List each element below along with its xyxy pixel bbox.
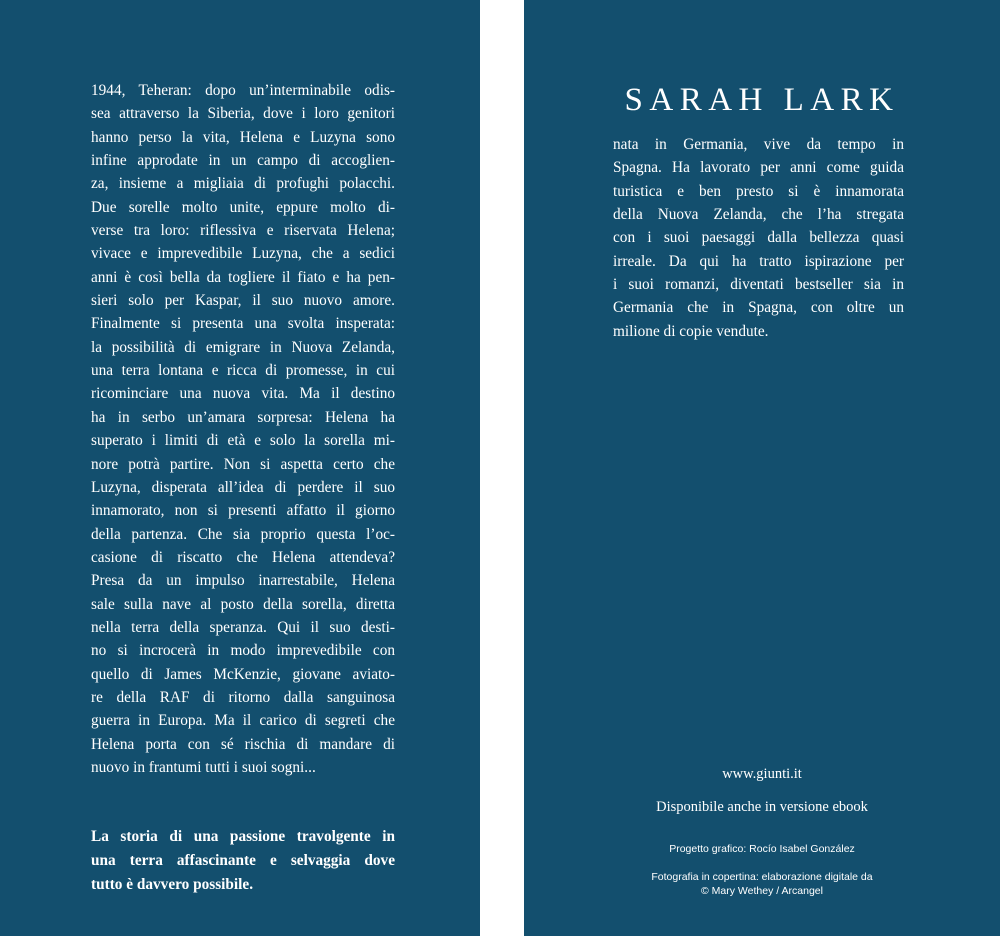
synopsis-line: vivace e imprevedibile Luzyna, che a sedici [91,245,395,263]
synopsis-line: ha in serbo un’amara sorpresa: Helena ha [91,408,395,426]
synopsis-line: hanno perso la vita, Helena e Luzyna sono [91,128,395,146]
bio-line: milione di copie vendute. [613,322,769,340]
synopsis-line: nuovo in frantumi tutti i suoi sogni... [91,758,316,776]
tagline-line: tutto è davvero possibile. [91,876,254,893]
photo-credit-line1: Fotografia in copertina: elaborazione digitale da [651,871,873,883]
synopsis-line: innamorato, non si presenti affatto il giorno [91,502,395,520]
synopsis-line: sieri solo per Kaspar, il suo nuovo amore. [91,292,395,310]
synopsis-line: re della RAF di ritorno dalla sanguinosa [91,688,395,706]
bio-line: della Nuova Zelanda, che l’ha stregata [613,206,904,224]
design-credit: Progetto grafico: Rocío Isabel González [669,843,855,855]
synopsis-line: Presa da un impulso inarrestabile, Helena [91,572,395,590]
synopsis-line: no si incrocerà in modo imprevedibile con [91,642,395,660]
synopsis-line: za, insieme a migliaia di profughi polacchi. [91,175,395,193]
synopsis-line: guerra in Europa. Ma il carico di segreti che [91,712,395,730]
tagline [91,825,395,897]
bio-line: Spagna. Ha lavorato per anni come guida [613,159,904,177]
synopsis-line: Due sorelle molto unite, eppure molto di- [91,198,395,216]
synopsis-line: infine approdate in un campo di accoglien- [91,152,395,170]
author-name: SARAH LARK [624,82,900,118]
bio-line: turistica e ben presto si è innamorata [613,182,904,200]
back-flap [0,0,480,936]
tagline-line: una terra affascinante e selvaggia dove [91,852,395,869]
synopsis-text [91,79,395,779]
ebook-note: Disponibile anche in versione ebook [656,799,868,815]
synopsis-line: quello di James McKenzie, giovane aviato- [91,665,395,683]
synopsis-line: nore potrà partire. Non si aspetta certo che [91,455,395,473]
photo-credit-line2: © Mary Wethey / Arcangel [701,885,823,897]
synopsis-line: la possibilità di emigrare in Nuova Zelanda, [91,338,395,356]
synopsis-line: nella terra della speranza. Qui il suo desti- [91,618,395,636]
synopsis-line: ricominciare una nuova vita. Ma il destino [91,385,395,403]
synopsis-line: superato i limiti di età e solo la sorella mi- [91,432,395,450]
bio-line: irreale. Da qui ha tratto ispirazione per [613,252,904,270]
synopsis-line: anni è così bella da togliere il fiato e ha pen- [91,268,395,286]
synopsis-line: casione di riscatto che Helena attendeva? [91,548,395,566]
synopsis-line: sea attraverso la Siberia, dove i loro genitori [91,105,395,123]
author-bio [613,133,904,343]
tagline-line: La storia di una passione travolgente in [91,828,395,845]
synopsis-line: 1944, Teheran: dopo un’interminabile odis- [91,82,395,99]
gutter-divider [480,0,524,936]
bio-line: i suoi romanzi, diventati bestseller sia in [613,276,904,294]
synopsis-line: Finalmente si presenta una svolta insperata: [91,315,395,333]
bio-line: nata in Germania, vive da tempo in [613,136,904,153]
bio-line: con i suoi paesaggi dalla bellezza quasi [613,229,904,247]
synopsis-line: Luzyna, disperata all’idea di perdere il suo [91,478,395,496]
synopsis-line: una terra lontana e ricca di promesse, in cui [91,362,395,380]
bio-line: Germania che in Spagna, con oltre un [613,299,904,317]
synopsis-line: sale sulla nave al posto della sorella, diretta [91,595,395,613]
synopsis-line: della partenza. Che sia proprio questa l’oc- [91,525,395,543]
synopsis-line: verse tra loro: riflessiva e riservata Helena; [91,222,395,240]
publisher-website: www.giunti.it [722,766,802,782]
synopsis-line: Helena porta con sé rischia di mandare di [91,735,395,753]
